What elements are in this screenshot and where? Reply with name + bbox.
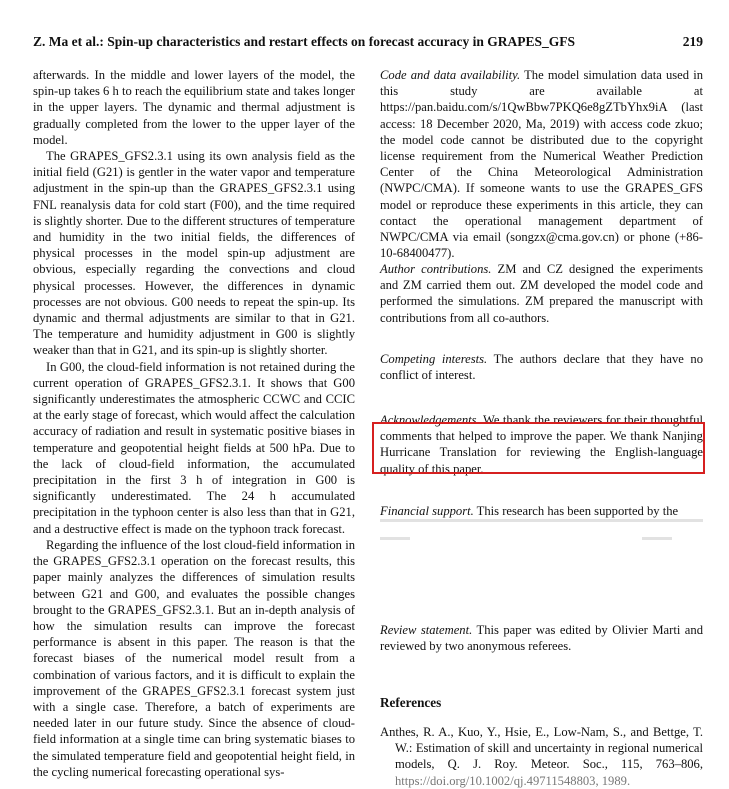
paragraph: afterwards. In the middle and lower layers of the model, the spin-up takes 6 h to reach the equilibrium state and takes longer in the upper layers. The dynamic and thermal adjustment is gradually completed from the lower to the upper layer of the model. [33,68,355,147]
page-header [33,33,703,51]
section-heading: Author contributions. [380,262,492,276]
references-heading: References [380,695,442,710]
acknowledgements-section [380,412,703,477]
review-statement-section [380,622,703,654]
code-availability-section [380,67,703,261]
section-body: This research has been supported by the [473,504,679,518]
section-heading: Code and data availability. [380,68,521,82]
reference-doi: https://doi.org/10.1002/qj.49711548803, 1989. [395,773,631,788]
paragraph: The GRAPES_GFS2.3.1 using its own analysis field as the initial field (G21) is gentler in the water vapor and temperature adjustment in the spin-up than the GRAPES_GFS2.3.1 using FNL reanalysis data for cold start (F00), and the time required is slightly shorter. Due to the different structures of temperature and humidity in the two initial fields, the differences of physical processes in the model spin-up adjustment are obvious, especially regarding the convections and cloud physical processes. However, the differences in dynamic processes are not obvious. G00 needs to repeat the spin-up. Its dynamic and thermal adjustments are similar to that in G21. The temperature and humidity adjustment in G00 is slightly weaker than that in G21, and its spin-up is slightly shorter. [33,149,355,358]
paragraph: Regarding the influence of the lost cloud-field information in the GRAPES_GFS2.3.1 operation on the forecast results, this paper mainly analyzes the differences of simulation results between G21 and G00, and evaluates the possible changes brought to the GRAPES_GFS2.3.1. But an in-depth analysis of how the simulation results can improve the forecast performance is absent in this paper. The reason is that the forecast biases of the numerical model result from a combination of various factors, and it is difficult to explain the improvement of the GRAPES_GFS2.3.1 forecast system just with a single case. Therefore, a batch of experiments are needed later in our future study. Since the absence of cloud-field information at a single time can bring systematic biases to the simulated temperature field and geopotential height field, in the cycling numerical forecasting operational sys- [33,537,355,779]
faded-line [380,519,703,522]
section-heading: Review statement. [380,623,473,637]
reference-entry [380,724,703,789]
section-heading: Acknowledgements. [380,413,480,427]
highlighted-text: We thank Nanjing Hurricane Translation for reviewing the English-language quality of this paper. [380,429,703,476]
left-column [33,67,355,780]
section-body: ZM and CZ designed the experiments and ZM carried them out. ZM developed the model code and performed the simulations. ZM prepared the manuscript with contributions from all co-authors. [380,262,703,325]
section-body: We thank the reviewers for their thoughtful comments that helped to improve the paper. [380,413,703,444]
competing-interests-section [380,351,703,383]
running-title: Z. Ma et al.: Spin-up characteristics and restart effects on forecast accuracy in GRAPES_GFS [33,34,576,49]
author-contributions-section [380,261,703,326]
section-body: The model simulation data used in this study are available at https://pan.baidu.com/s/1QwBbw7PKQ6e8gZTbYhx9iA (last access: 18 December 2020, Ma, 2019) with access code zkuo; the model code cannot be distributed due to the copyright license requirement from the Numerical Weather Prediction Center of the China Meteorological Administration (NWPC/CMA). If someone wants to use the GRAPES_GFS model or reproduce these experiments in this article, they can contact the operational management department of NWPC/CMA via email (songzx@cma.gov.cn) or phone (+86-10-68400477). [380,68,704,261]
section-body: The authors declare that they have no conflict of interest. [380,352,704,383]
paragraph: In G00, the cloud-field information is not retained during the current operation of GRAPES_GFS2.3.1. It shows that G00 significantly underestimates the atmospheric CCWC and CCIC at the early stage of forecast, which would affect the calculation accuracy of radiation and result in systematic positive biases in temperature and geopotential height fields at 500 hPa. Due to the lack of cloud-field information, the accumulated precipitation in the first 3 h of integration in G00 is significantly underestimated. The 24 h accumulated precipitation in the typhoon center is also less than that in G21, and a destructive effect is made on the typhoon track forecast. [33,359,355,536]
faded-line [380,537,410,540]
faded-text-region [380,517,703,547]
faded-line [642,537,672,540]
section-body: This paper was edited by Olivier Marti and reviewed by two anonymous referees. [380,623,703,654]
section-heading: Competing interests. [380,352,488,366]
reference-text: Anthes, R. A., Kuo, Y., Hsie, E., Low-Nam, S., and Bettge, T. W.: Estimation of skill and uncertainty in regional numerical models, Q. J. Roy. Meteor. Soc., 115, 763–806, [380,725,703,772]
section-heading: Financial support. [380,504,474,518]
page-number: 219 [682,34,703,49]
